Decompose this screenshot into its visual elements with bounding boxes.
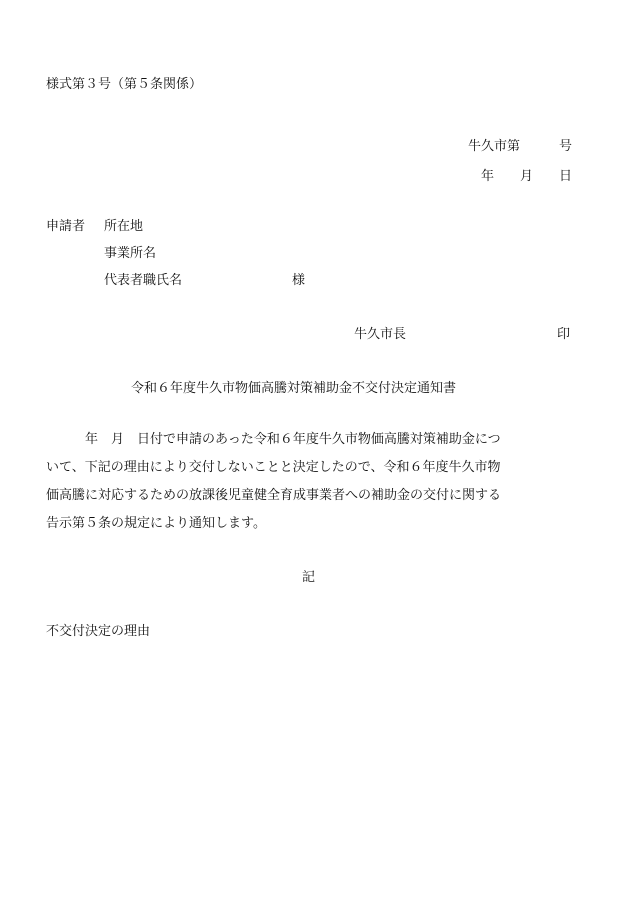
- issuer-name: 牛久市長: [354, 327, 407, 342]
- address-label: 所在地: [104, 219, 144, 234]
- body-line: 価高騰に対応するための放課後児童健全育成事業者への補助金の交付に関する: [46, 488, 502, 503]
- applicant-label: 申請者: [46, 219, 86, 234]
- body-paragraph: [46, 426, 586, 538]
- honorific-sama: 様: [292, 273, 306, 288]
- seal-mark: 印: [557, 327, 571, 342]
- ki-heading: 記: [302, 570, 316, 585]
- reason-label: 不交付決定の理由: [46, 624, 151, 639]
- body-line: 年 月 日付で申請のあった令和６年度牛久市物価高騰対策補助金につ: [46, 432, 501, 447]
- document-number: 牛久市第 号: [467, 139, 572, 154]
- office-name-label: 事業所名: [104, 246, 157, 261]
- document-date: 年 月 日: [480, 169, 572, 184]
- form-number: 様式第３号（第５条関係）: [46, 77, 203, 92]
- body-line: 告示第５条の規定により通知します。: [46, 516, 266, 531]
- document-title: 令和６年度牛久市物価高騰対策補助金不交付決定通知書: [131, 381, 457, 396]
- representative-label: 代表者職氏名: [104, 273, 183, 288]
- body-line: いて、下記の理由により交付しないことと決定したので、令和６年度牛久市物: [46, 460, 501, 475]
